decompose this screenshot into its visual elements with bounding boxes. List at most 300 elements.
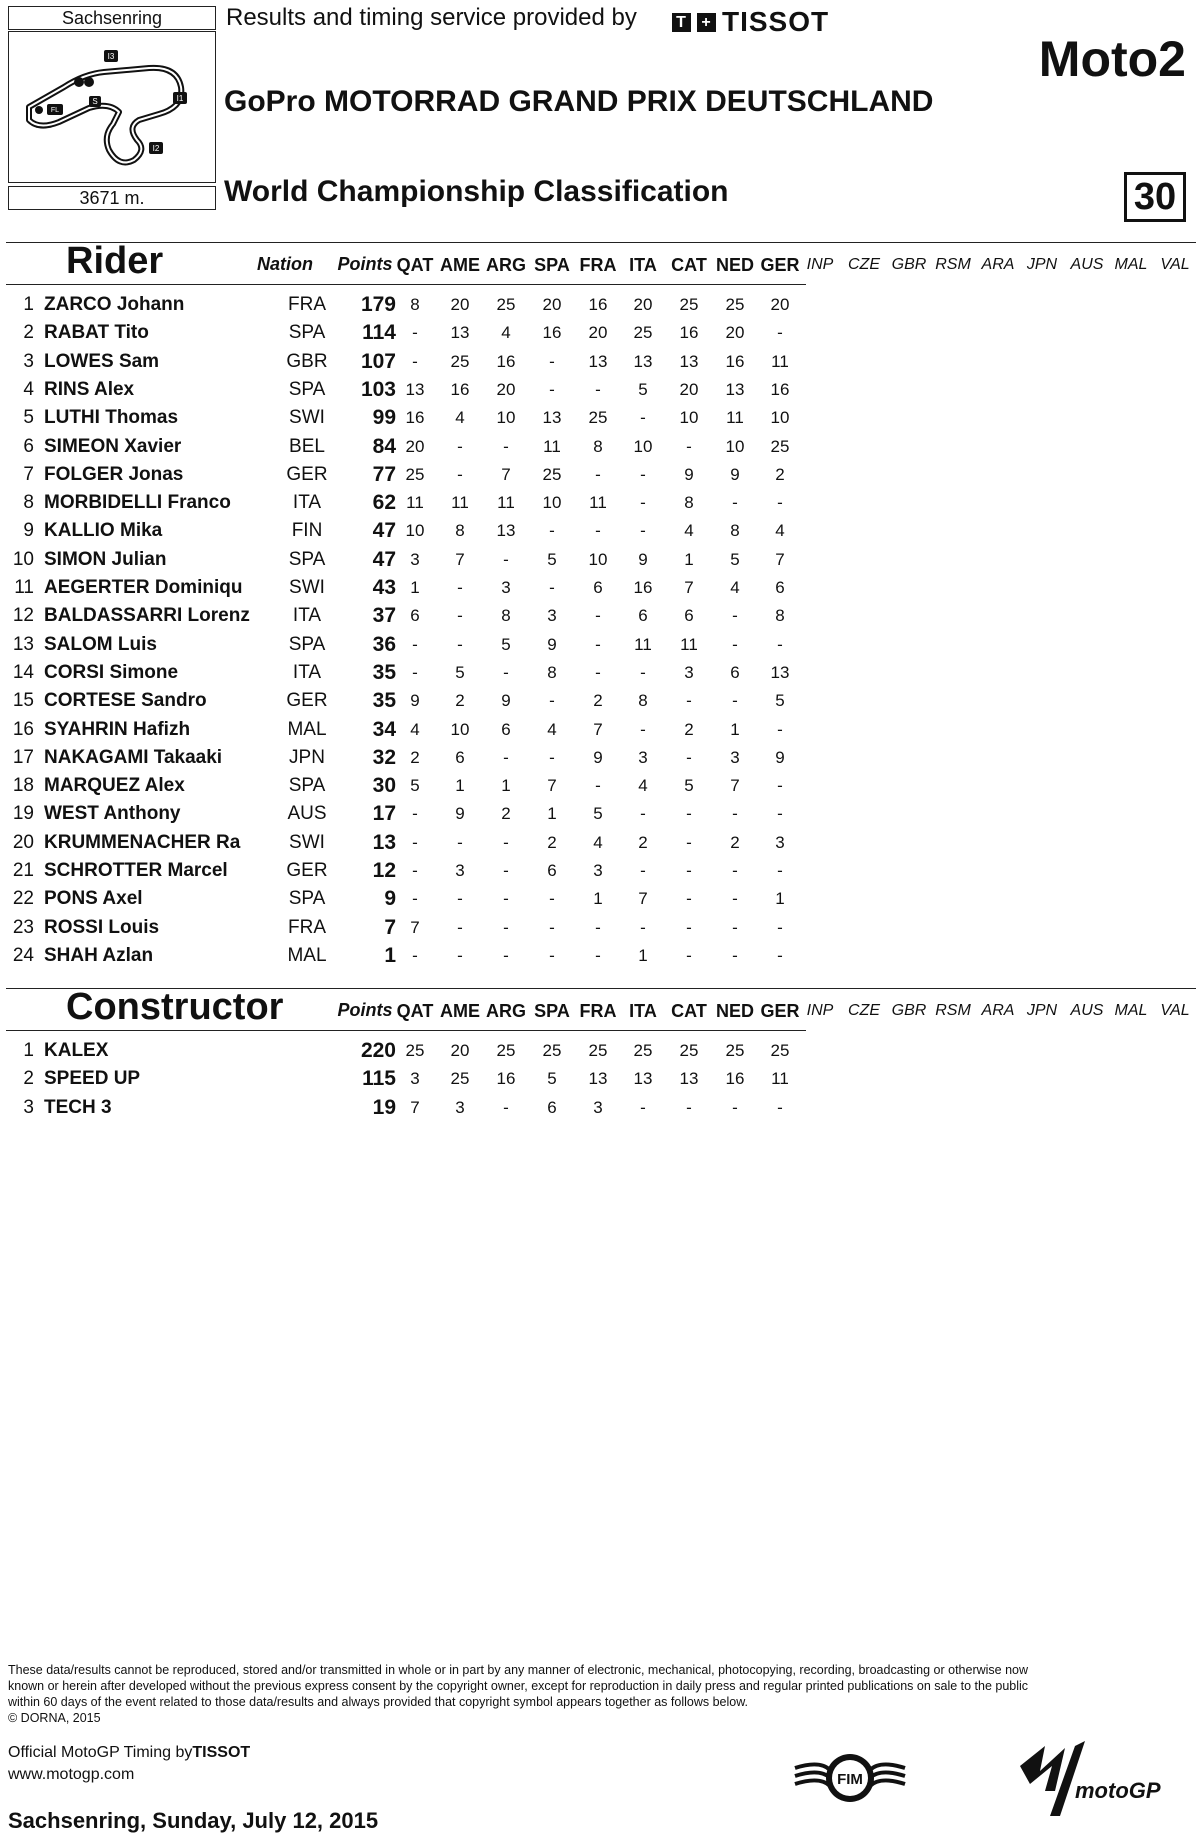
- nation: GER: [286, 690, 328, 711]
- points: 36: [372, 633, 396, 656]
- race-result: 13: [725, 380, 745, 399]
- future-race-header: RSM: [935, 1002, 971, 1019]
- track-label-s: S: [92, 97, 98, 106]
- race-result: 3: [775, 833, 785, 852]
- race-result: -: [503, 437, 509, 456]
- race-result: -: [732, 889, 738, 908]
- race-result: 20: [450, 295, 470, 314]
- circuit-length: 3671 m.: [8, 186, 216, 210]
- future-race-header: VAL: [1160, 1002, 1190, 1019]
- position: 13: [12, 634, 34, 655]
- name: SIMON Julian: [44, 549, 167, 570]
- points: 34: [372, 718, 396, 741]
- race-result: 4: [593, 833, 603, 852]
- race-result: 25: [496, 1041, 516, 1060]
- tissot-t-icon: T: [672, 13, 691, 32]
- race-result: 7: [547, 776, 557, 795]
- race-result: -: [457, 437, 463, 456]
- points: 9: [384, 887, 396, 910]
- class-name: Moto2: [1038, 31, 1186, 87]
- race-result: -: [732, 804, 738, 823]
- track-label-fl: FL: [50, 107, 60, 114]
- name: KALLIO Mika: [44, 520, 163, 541]
- race-result: -: [640, 521, 646, 540]
- race-result: 8: [547, 663, 557, 682]
- race-result: 5: [638, 380, 648, 399]
- race-result: -: [777, 918, 783, 937]
- race-result: 3: [730, 748, 740, 767]
- race-result: 5: [547, 550, 557, 569]
- table-row: [0, 630, 820, 658]
- position: 2: [23, 322, 34, 343]
- race-result: -: [412, 635, 418, 654]
- race-result: -: [732, 493, 738, 512]
- name: AEGERTER Dominiqu: [44, 577, 243, 598]
- race-result: -: [457, 606, 463, 625]
- race-result: 9: [593, 748, 603, 767]
- race-header: QAT: [396, 1001, 434, 1021]
- constructor-header-divider: [6, 1030, 806, 1031]
- table-row: [0, 403, 820, 431]
- race-result: 25: [770, 437, 790, 456]
- race-result: 9: [501, 691, 511, 710]
- race-result: 2: [638, 833, 648, 852]
- fim-logo-text: FIM: [837, 1771, 863, 1788]
- position: 10: [12, 549, 34, 570]
- race-result: 5: [593, 804, 603, 823]
- future-race-header: AUS: [1070, 256, 1104, 273]
- race-result: 10: [725, 437, 745, 456]
- race-result: 10: [588, 550, 608, 569]
- race-result: 1: [593, 889, 603, 908]
- name: FOLGER Jonas: [44, 464, 184, 485]
- race-result: 8: [684, 493, 694, 512]
- future-race-header: MAL: [1114, 256, 1148, 273]
- table-row: [0, 913, 820, 941]
- nation: SWI: [289, 577, 325, 598]
- race-result: 2: [410, 748, 420, 767]
- race-result: 4: [410, 720, 420, 739]
- name: LOWES Sam: [44, 351, 160, 372]
- position: 16: [12, 719, 34, 740]
- race-result: 9: [638, 550, 648, 569]
- race-result: -: [595, 606, 601, 625]
- race-result: 25: [679, 295, 699, 314]
- timing-brand: TISSOT: [192, 1744, 251, 1761]
- race-result: -: [457, 465, 463, 484]
- future-race-header: MAL: [1114, 1002, 1148, 1019]
- race-result: 3: [455, 861, 465, 880]
- table-row: [0, 1093, 820, 1121]
- race-result: 11: [543, 437, 561, 456]
- race-result: 13: [679, 352, 699, 371]
- header-divider: [6, 242, 1196, 243]
- disclaimer-line-1: These data/results cannot be reproduced, stored and/or transmitted in whole or in part by any manner of electronic, mechanical, photocopying, recording, broadcasting or otherwise now: [8, 1663, 1029, 1677]
- name: SHAH Azlan: [44, 945, 154, 966]
- race-result: 3: [410, 550, 420, 569]
- points: 13: [372, 831, 396, 854]
- race-result: 4: [547, 720, 557, 739]
- race-result: 11: [680, 635, 698, 654]
- race-result: 10: [679, 408, 699, 427]
- race-result: 4: [455, 408, 465, 427]
- race-result: 8: [501, 606, 511, 625]
- race-result: -: [412, 352, 418, 371]
- race-result: -: [503, 748, 509, 767]
- points: 35: [372, 661, 396, 684]
- race-header: QAT: [396, 255, 434, 275]
- position: 18: [12, 775, 34, 796]
- position: 11: [14, 577, 34, 598]
- table-row: [0, 573, 820, 601]
- race-result: -: [686, 918, 692, 937]
- race-result: -: [640, 408, 646, 427]
- race-result: 2: [593, 691, 603, 710]
- race-result: 8: [410, 295, 420, 314]
- race-result: 2: [775, 465, 785, 484]
- points: 179: [360, 293, 396, 316]
- race-result: -: [732, 606, 738, 625]
- race-result: 5: [547, 1069, 557, 1088]
- rider-header-divider: [6, 284, 806, 285]
- race-result: 2: [501, 804, 511, 823]
- race-result: 8: [730, 521, 740, 540]
- track-map: [8, 31, 216, 183]
- race-result: -: [412, 323, 418, 342]
- race-result: 25: [588, 408, 608, 427]
- race-result: 1: [638, 946, 648, 965]
- race-result: 3: [501, 578, 511, 597]
- race-result: 9: [775, 748, 785, 767]
- points: 107: [360, 350, 396, 373]
- race-header: NED: [715, 1001, 754, 1021]
- race-header: SPA: [534, 1001, 570, 1021]
- position: 14: [12, 662, 34, 683]
- future-race-header: JPN: [1026, 256, 1058, 273]
- race-result: 1: [410, 578, 420, 597]
- race-result: -: [412, 833, 418, 852]
- track-label-i3: I3: [107, 52, 115, 61]
- race-result: -: [549, 748, 555, 767]
- race-result: 4: [684, 521, 694, 540]
- points: 114: [362, 321, 396, 344]
- race-result: -: [595, 465, 601, 484]
- points: 103: [360, 378, 396, 401]
- race-result: 11: [771, 1069, 789, 1088]
- page-number: 30: [1124, 172, 1186, 222]
- race-result: -: [686, 804, 692, 823]
- race-result: 1: [501, 776, 511, 795]
- race-result: 3: [593, 1098, 603, 1117]
- race-result: 25: [633, 1041, 653, 1060]
- race-result: 25: [725, 295, 745, 314]
- future-race-header: GBR: [891, 256, 927, 273]
- table-row: [0, 715, 820, 743]
- constructor-section-title: Constructor: [66, 986, 284, 1028]
- race-result: 11: [771, 352, 789, 371]
- table-row: [0, 516, 820, 544]
- race-header: FRA: [579, 1001, 617, 1021]
- race-result: 20: [770, 295, 790, 314]
- table-row: [0, 686, 820, 714]
- race-result: -: [412, 663, 418, 682]
- motogp-logo-text: motoGP: [1075, 1778, 1161, 1803]
- table-row: [0, 347, 820, 375]
- race-result: 25: [405, 465, 425, 484]
- table-row: [0, 856, 820, 884]
- race-result: 7: [455, 550, 465, 569]
- race-header: CAT: [671, 1001, 707, 1021]
- nation: FRA: [288, 294, 326, 315]
- nation: GBR: [286, 351, 328, 372]
- copyright: © DORNA, 2015: [8, 1711, 101, 1725]
- event-title: GoPro MOTORRAD GRAND PRIX DEUTSCHLAND: [224, 85, 934, 118]
- points: 12: [372, 859, 396, 882]
- race-result: 8: [775, 606, 785, 625]
- name: SYAHRIN Hafizh: [44, 719, 191, 740]
- race-result: -: [457, 946, 463, 965]
- race-header: ITA: [629, 1001, 657, 1021]
- race-result: 16: [679, 323, 699, 342]
- race-result: -: [503, 663, 509, 682]
- race-result: 7: [410, 1098, 420, 1117]
- race-result: 25: [633, 323, 653, 342]
- name: RINS Alex: [44, 379, 135, 400]
- race-result: 25: [450, 1069, 470, 1088]
- circuit-name: Sachsenring: [8, 6, 216, 30]
- race-result: 6: [410, 606, 420, 625]
- nation: ITA: [292, 492, 322, 513]
- position: 12: [12, 605, 34, 626]
- race-result: 2: [455, 691, 465, 710]
- future-race-header: VAL: [1160, 256, 1190, 273]
- position: 2: [23, 1068, 34, 1089]
- table-row: [0, 771, 820, 799]
- race-result: 13: [770, 663, 790, 682]
- name: PONS Axel: [44, 888, 143, 909]
- website-link[interactable]: www.motogp.com: [8, 1766, 135, 1783]
- provider-text: Results and timing service provided by: [226, 4, 637, 31]
- race-result: 8: [455, 521, 465, 540]
- race-result: 16: [725, 352, 745, 371]
- race-result: -: [457, 578, 463, 597]
- fim-logo: [790, 1740, 910, 1820]
- race-header: ARG: [486, 1001, 526, 1021]
- race-result: 13: [633, 352, 653, 371]
- race-result: 9: [547, 635, 557, 654]
- race-result: -: [640, 918, 646, 937]
- race-result: 5: [410, 776, 420, 795]
- future-race-header: CZE: [848, 1002, 880, 1019]
- race-result: -: [549, 691, 555, 710]
- race-result: 13: [542, 408, 562, 427]
- position: 5: [23, 407, 34, 428]
- race-result: -: [777, 323, 783, 342]
- race-result: 3: [455, 1098, 465, 1117]
- race-result: 10: [405, 521, 425, 540]
- official-timing: [8, 1744, 250, 1762]
- points: 1: [384, 944, 396, 967]
- race-result: -: [640, 1098, 646, 1117]
- name: BALDASSARRI Lorenz: [44, 605, 250, 626]
- race-result: -: [777, 635, 783, 654]
- race-result: 7: [593, 720, 603, 739]
- table-row: [0, 658, 820, 686]
- nation: GER: [286, 464, 328, 485]
- race-result: 5: [684, 776, 694, 795]
- race-header: AME: [440, 1001, 480, 1021]
- race-result: 16: [725, 1069, 745, 1088]
- position: 7: [23, 464, 34, 485]
- race-result: 20: [588, 323, 608, 342]
- race-result: 1: [684, 550, 694, 569]
- race-result: -: [503, 833, 509, 852]
- race-result: 2: [684, 720, 694, 739]
- name: ZARCO Johann: [44, 294, 185, 315]
- future-race-header: INP: [806, 1002, 834, 1019]
- race-result: -: [732, 918, 738, 937]
- points: 47: [372, 519, 396, 542]
- race-result: -: [732, 946, 738, 965]
- race-result: 20: [542, 295, 562, 314]
- nation: SPA: [288, 634, 326, 655]
- race-header: AME: [440, 255, 480, 275]
- future-race-header: CZE: [848, 256, 880, 273]
- race-header: NED: [715, 255, 754, 275]
- race-result: 25: [405, 1041, 425, 1060]
- future-race-header: AUS: [1070, 1002, 1104, 1019]
- motogp-logo: [1000, 1736, 1161, 1826]
- name: MORBIDELLI Franco: [44, 492, 231, 513]
- nation: MAL: [287, 945, 327, 966]
- race-result: -: [412, 861, 418, 880]
- table-row: [0, 290, 820, 318]
- race-result: -: [686, 861, 692, 880]
- race-result: 20: [405, 437, 425, 456]
- race-result: 4: [775, 521, 785, 540]
- race-header: ARG: [486, 255, 526, 275]
- race-result: -: [503, 1098, 509, 1117]
- race-result: 25: [770, 1041, 790, 1060]
- nation: GER: [286, 860, 328, 881]
- name: SALOM Luis: [44, 634, 157, 655]
- race-result: 2: [730, 833, 740, 852]
- race-result: 7: [501, 465, 511, 484]
- race-result: -: [777, 1098, 783, 1117]
- race-result: -: [640, 465, 646, 484]
- position: 1: [23, 1040, 34, 1061]
- name: SPEED UP: [44, 1068, 141, 1089]
- constructor-points-header: Points: [337, 1000, 393, 1020]
- disclaimer-line-3: within 60 days of the event related to those data/results and always provided that copyright symbol appears together as follows below.: [8, 1695, 749, 1709]
- race-result: -: [595, 380, 601, 399]
- nation-header: Nation: [257, 254, 313, 274]
- race-result: 11: [406, 493, 424, 512]
- points: 77: [372, 463, 396, 486]
- race-result: 7: [684, 578, 694, 597]
- race-result: 11: [497, 493, 515, 512]
- points-header: Points: [337, 254, 393, 274]
- race-result: 5: [455, 663, 465, 682]
- race-result: -: [503, 918, 509, 937]
- points: 115: [362, 1067, 396, 1090]
- position: 6: [23, 436, 34, 457]
- race-result: 25: [725, 1041, 745, 1060]
- race-result: -: [412, 804, 418, 823]
- race-result: 25: [496, 295, 516, 314]
- race-result: 1: [547, 804, 557, 823]
- race-result: -: [595, 663, 601, 682]
- race-result: 3: [593, 861, 603, 880]
- race-result: -: [640, 663, 646, 682]
- name: RABAT Tito: [44, 322, 149, 343]
- future-race-header: RSM: [935, 256, 971, 273]
- nation: SWI: [289, 407, 325, 428]
- race-result: 8: [638, 691, 648, 710]
- race-result: 9: [684, 465, 694, 484]
- nation: JPN: [289, 747, 325, 768]
- race-result: -: [503, 889, 509, 908]
- race-result: -: [732, 635, 738, 654]
- race-result: 25: [679, 1041, 699, 1060]
- name: TECH 3: [44, 1097, 112, 1118]
- race-header: GER: [760, 255, 800, 275]
- race-result: -: [732, 1098, 738, 1117]
- race-result: 2: [547, 833, 557, 852]
- table-row: [0, 743, 820, 771]
- table-row: [0, 1064, 820, 1092]
- race-result: -: [457, 889, 463, 908]
- points: 37: [372, 604, 396, 627]
- race-result: 6: [638, 606, 648, 625]
- race-result: 16: [770, 380, 790, 399]
- nation: SPA: [288, 775, 326, 796]
- race-result: -: [549, 521, 555, 540]
- rider-section-title: Rider: [66, 240, 164, 282]
- name: MARQUEZ Alex: [44, 775, 185, 796]
- race-result: -: [595, 918, 601, 937]
- race-result: -: [595, 521, 601, 540]
- race-result: -: [595, 635, 601, 654]
- nation: MAL: [287, 719, 327, 740]
- race-result: 20: [496, 380, 516, 399]
- points: 99: [372, 406, 396, 429]
- future-race-header: ARA: [981, 256, 1015, 273]
- race-result: 13: [633, 1069, 653, 1088]
- race-result: -: [686, 833, 692, 852]
- nation: SPA: [288, 549, 326, 570]
- nation: ITA: [292, 662, 322, 683]
- race-result: -: [777, 493, 783, 512]
- race-result: -: [777, 804, 783, 823]
- points: 43: [372, 576, 396, 599]
- tissot-wordmark: TISSOT: [722, 6, 830, 37]
- race-result: -: [777, 861, 783, 880]
- points: 220: [360, 1039, 396, 1062]
- race-result: 5: [501, 635, 511, 654]
- table-row: [0, 432, 820, 460]
- race-result: -: [595, 946, 601, 965]
- nation: FIN: [291, 520, 323, 541]
- nation: ITA: [292, 605, 322, 626]
- race-result: 25: [542, 1041, 562, 1060]
- race-result: 3: [547, 606, 557, 625]
- race-result: -: [549, 578, 555, 597]
- race-result: 5: [775, 691, 785, 710]
- future-race-header: GBR: [891, 1002, 927, 1019]
- race-result: -: [777, 946, 783, 965]
- race-result: 6: [775, 578, 785, 597]
